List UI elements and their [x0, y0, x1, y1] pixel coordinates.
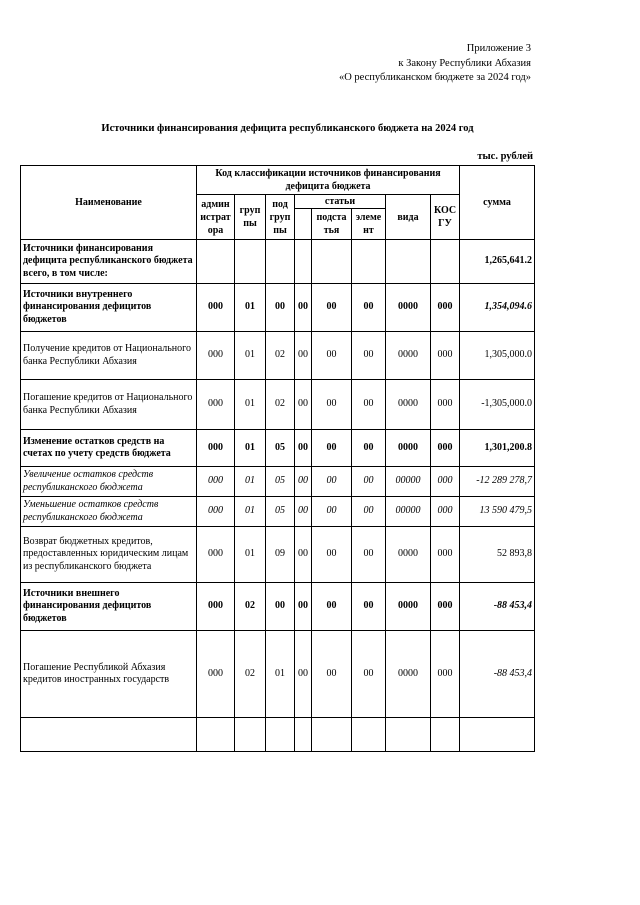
- table-row: [21, 527, 535, 583]
- row-name: Уменьшение остатков средств республиканского бюджета: [21, 497, 197, 527]
- cell-group: 01: [235, 497, 266, 527]
- cell-kosgu: 000: [431, 527, 460, 583]
- cell-kosgu: 000: [431, 631, 460, 718]
- cell-kosgu: 000: [431, 430, 460, 467]
- cell-kind: 0000: [386, 583, 431, 631]
- header-element: элеме нт: [352, 209, 386, 240]
- row-name: Увеличение остатков средств республиканского бюджета: [21, 467, 197, 497]
- cell-subarticle: 00: [312, 430, 352, 467]
- cell-admin: 000: [197, 467, 235, 497]
- cell-article: 00: [295, 467, 312, 497]
- cell-kind: 0000: [386, 430, 431, 467]
- table-row: [21, 240, 535, 284]
- cell-article: 00: [295, 284, 312, 332]
- cell-kosgu: 000: [431, 467, 460, 497]
- row-name: Изменение остатков средств на счетах по учету средств бюджета: [21, 430, 197, 467]
- cell-subgroup: 05: [266, 467, 295, 497]
- cell-group: 01: [235, 380, 266, 430]
- cell-element: 00: [352, 527, 386, 583]
- cell-article: 00: [295, 497, 312, 527]
- cell-sum: -88 453,4: [460, 631, 535, 718]
- header-articles: статьи: [295, 195, 386, 209]
- cell-subgroup: 01: [266, 631, 295, 718]
- cell-kind: 00000: [386, 467, 431, 497]
- cell-subarticle: 00: [312, 497, 352, 527]
- cell-article: 00: [295, 631, 312, 718]
- cell-subarticle: 00: [312, 631, 352, 718]
- units-label: тыс. рублей: [477, 151, 533, 162]
- cell-subgroup: 00: [266, 583, 295, 631]
- header-subgroup: под груп пы: [266, 195, 295, 240]
- cell-sum: 1,265,641.2: [460, 240, 535, 284]
- row-name: Источники внутреннего финансирования дефицитов бюджетов: [21, 284, 197, 332]
- cell-subgroup: 02: [266, 332, 295, 380]
- cell-group: [235, 240, 266, 284]
- appendix-note: [339, 42, 531, 86]
- cell-admin: [197, 240, 235, 284]
- row-name: Погашение Республикой Абхазия кредитов иностранных государств: [21, 631, 197, 718]
- cell-group: 02: [235, 631, 266, 718]
- cell-kind: 0000: [386, 631, 431, 718]
- cell-element: [352, 240, 386, 284]
- table-row: [21, 467, 535, 497]
- cell-sum: 1,305,000.0: [460, 332, 535, 380]
- cell-sum: -88 453,4: [460, 583, 535, 631]
- cell-kind: 0000: [386, 332, 431, 380]
- cell-subgroup: 05: [266, 497, 295, 527]
- cell-article: 00: [295, 527, 312, 583]
- cell-admin: 000: [197, 284, 235, 332]
- header-sum: сумма: [460, 166, 535, 240]
- cell-admin: 000: [197, 497, 235, 527]
- header-group: груп пы: [235, 195, 266, 240]
- cell-sum: 1,354,094.6: [460, 284, 535, 332]
- cell-subarticle: 00: [312, 332, 352, 380]
- cell-kind: 0000: [386, 527, 431, 583]
- cell-element: 00: [352, 631, 386, 718]
- table-row: [21, 332, 535, 380]
- header-kosgu: КОС ГУ: [431, 195, 460, 240]
- cell-kosgu: 000: [431, 583, 460, 631]
- cell-sum: 13 590 479,5: [460, 497, 535, 527]
- header-name: Наименование: [21, 166, 197, 240]
- row-name: Источники внешнего финансирования дефицитов бюджетов: [21, 583, 197, 631]
- cell-group: 01: [235, 332, 266, 380]
- cell-kosgu: 000: [431, 497, 460, 527]
- cell-element: 00: [352, 430, 386, 467]
- table-row-empty: [21, 718, 535, 752]
- cell-element: 00: [352, 467, 386, 497]
- cell-element: 00: [352, 497, 386, 527]
- cell-kosgu: [431, 240, 460, 284]
- document-title: Источники финансирования дефицита республиканского бюджета на 2024 год: [101, 123, 474, 134]
- header-article-blank: [295, 209, 312, 240]
- cell-group: 02: [235, 583, 266, 631]
- table-row: [21, 631, 535, 718]
- cell-sum: 52 893,8: [460, 527, 535, 583]
- appendix-line-1: Приложение 3: [466, 43, 531, 54]
- table-row: [21, 380, 535, 430]
- cell-subgroup: 02: [266, 380, 295, 430]
- cell-element: 00: [352, 380, 386, 430]
- row-name: Получение кредитов от Национального банка Республики Абхазия: [21, 332, 197, 380]
- appendix-line-2: к Закону Республики Абхазия: [398, 57, 531, 69]
- appendix-line-3: «О республиканском бюджете за 2024 год»: [338, 72, 531, 83]
- cell-sum: -1,305,000.0: [460, 380, 535, 430]
- cell-subarticle: [312, 240, 352, 284]
- cell-admin: 000: [197, 527, 235, 583]
- table-row: [21, 284, 535, 332]
- cell-sum: 1,301,200.8: [460, 430, 535, 467]
- table-row: [21, 430, 535, 467]
- cell-article: [295, 240, 312, 284]
- cell-element: 00: [352, 583, 386, 631]
- header-admin: админ истрат ора: [197, 195, 235, 240]
- cell-subarticle: 00: [312, 284, 352, 332]
- cell-kosgu: 000: [431, 284, 460, 332]
- cell-element: 00: [352, 284, 386, 332]
- sources-table: [20, 165, 535, 752]
- cell-article: 00: [295, 583, 312, 631]
- cell-admin: 000: [197, 631, 235, 718]
- header-code-group: Код классификации источников финансирования дефицита бюджета: [197, 166, 460, 195]
- row-name: Источники финансирования дефицита республиканского бюджета всего, в том числе:: [21, 240, 197, 284]
- cell-subarticle: 00: [312, 467, 352, 497]
- cell-subgroup: 00: [266, 284, 295, 332]
- cell-element: 00: [352, 332, 386, 380]
- cell-article: 00: [295, 380, 312, 430]
- cell-subarticle: 00: [312, 527, 352, 583]
- cell-kosgu: 000: [431, 332, 460, 380]
- cell-admin: 000: [197, 332, 235, 380]
- cell-group: 01: [235, 284, 266, 332]
- cell-subgroup: [266, 240, 295, 284]
- header-subarticle: подста тья: [312, 209, 352, 240]
- cell-subgroup: 05: [266, 430, 295, 467]
- cell-subarticle: 00: [312, 380, 352, 430]
- cell-kosgu: 000: [431, 380, 460, 430]
- table-row: [21, 497, 535, 527]
- cell-article: 00: [295, 332, 312, 380]
- row-name: Возврат бюджетных кредитов, предоставленных юридическим лицам из республиканского бюджета: [21, 527, 197, 583]
- header-kind: вида: [386, 195, 431, 240]
- cell-admin: 000: [197, 583, 235, 631]
- row-name: Погашение кредитов от Национального банка Республики Абхазия: [21, 380, 197, 430]
- cell-admin: 000: [197, 430, 235, 467]
- cell-group: 01: [235, 527, 266, 583]
- cell-admin: 000: [197, 380, 235, 430]
- cell-subarticle: 00: [312, 583, 352, 631]
- cell-kind: 00000: [386, 497, 431, 527]
- cell-kind: 0000: [386, 284, 431, 332]
- table-row: [21, 583, 535, 631]
- cell-sum: -12 289 278,7: [460, 467, 535, 497]
- cell-group: 01: [235, 430, 266, 467]
- cell-subgroup: 09: [266, 527, 295, 583]
- cell-article: 00: [295, 430, 312, 467]
- cell-kind: [386, 240, 431, 284]
- cell-kind: 0000: [386, 380, 431, 430]
- cell-group: 01: [235, 467, 266, 497]
